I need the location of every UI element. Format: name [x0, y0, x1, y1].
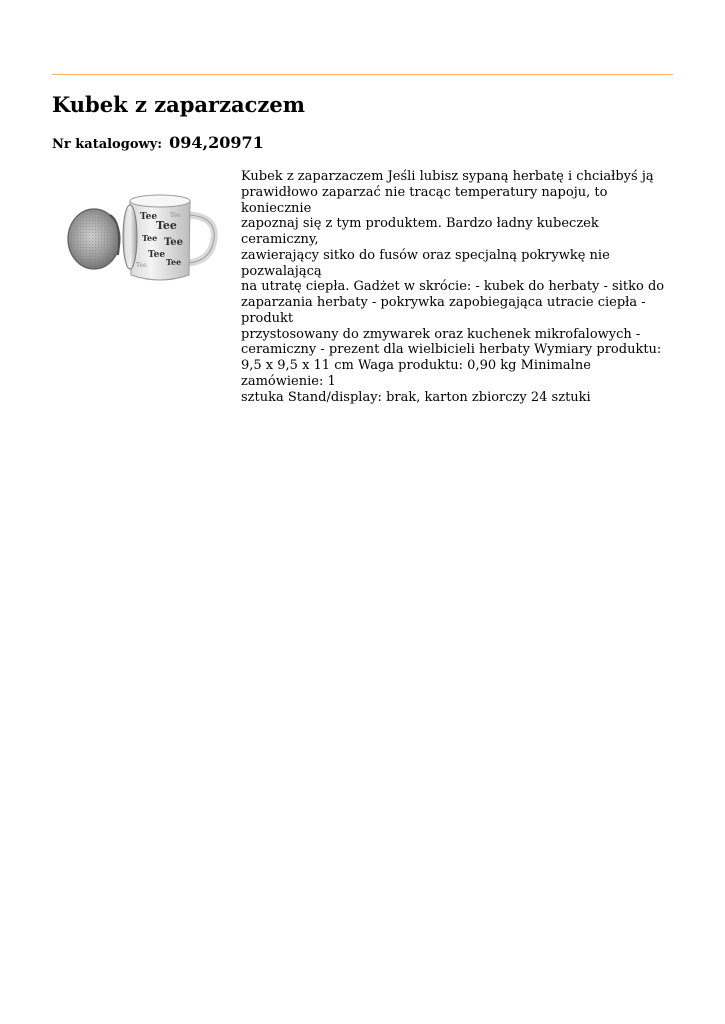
header-divider: [52, 74, 673, 75]
svg-text:Tee: Tee: [140, 212, 158, 222]
svg-text:Tee: Tee: [170, 212, 181, 219]
product-description: Kubek z zaparzaczem Jeśli lubisz sypaną herbatę i chciałbyś ją prawidłowo zaparzać nie tracąc temperatury napoju, to koniecznie zapoznaj się z tym produktem. Bardzo ładny kubeczek ceramiczny, zawierający sitko do fusów oraz specjalną pokrywkę nie pozwalającą na utratę ciepła. Gadżet w skrócie: - kubek do herbaty - sitko do zaparzania herbaty - pokrywka zapobiegająca utracie ciepła - produkt przystosowany do zmywarek oraz kuchenek mikrofalowych - ceramiczny - prezent dla wielbicieli herbaty Wymiary produktu: 9,5 x 9,5 x 11 cm Waga produktu: 0,90 kg Minimalne zamówienie: 1 sztuka Stand/display: brak, karton zbiorczy 24 sztuki: [241, 169, 665, 405]
catalog-number-row: [52, 133, 264, 152]
product-title: Kubek z zaparzaczem: [52, 92, 305, 117]
catalog-number-label: Nr katalogowy:: [52, 137, 163, 152]
catalog-number-value: 094,20971: [169, 133, 264, 152]
svg-text:Tee: Tee: [136, 262, 147, 269]
mug-graphic: [130, 195, 214, 280]
lid-graphic: [123, 205, 137, 269]
svg-text:Tee: Tee: [142, 233, 158, 243]
svg-text:Tee: Tee: [156, 219, 177, 232]
strainer-graphic: [68, 209, 120, 269]
svg-text:Tee: Tee: [148, 250, 166, 260]
mug-with-infuser-image: [52, 177, 227, 297]
product-image: [52, 177, 227, 297]
svg-text:Tee: Tee: [166, 257, 182, 267]
svg-text:Tee: Tee: [164, 237, 184, 248]
